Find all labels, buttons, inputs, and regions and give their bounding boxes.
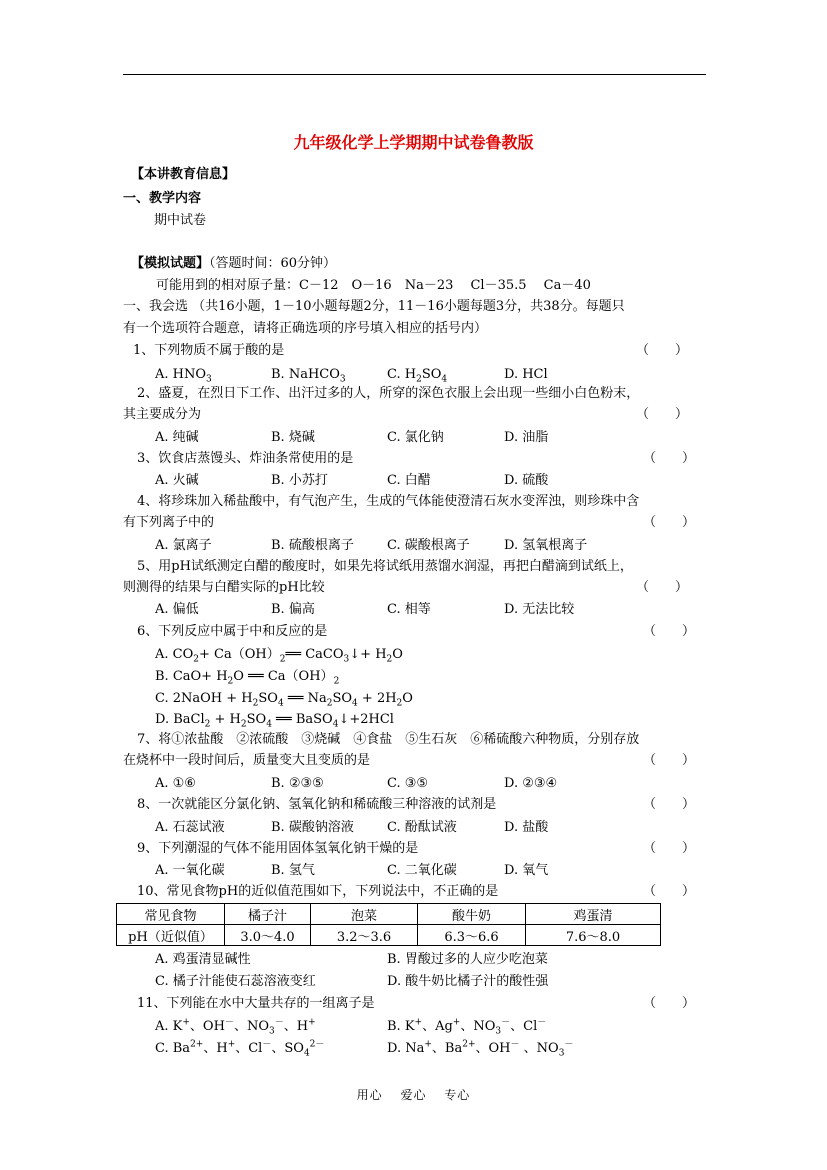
q7-option-c: C. ③⑤ <box>387 776 429 791</box>
page-title: 九年级化学上学期期中试卷鲁教版 <box>293 133 534 152</box>
question-1: 1、下列物质不属于酸的是 <box>133 343 285 358</box>
question-2: 2、盛夏，在烈日下工作、出汗过多的人，所穿的深色衣服上会出现一些细小白色粉末， <box>137 386 640 401</box>
q11-option-b: B. K+、Ag+、$NO_3^-$、Cl－ <box>387 1017 547 1037</box>
question-11: 11、下列能在水中大量共存的一组离子是 <box>137 996 375 1011</box>
q9-option-c: C. 二氧化碳 <box>387 863 457 878</box>
table-cell: 7.6～8.0 <box>526 925 661 946</box>
table-cell: pH（近似值） <box>117 925 225 946</box>
q9-option-a: A. 一氧化碳 <box>155 863 225 878</box>
q5-option-a: A. 偏低 <box>155 602 199 617</box>
q2-option-d: D. 油脂 <box>504 430 549 445</box>
answer-blank-2[interactable]: （ ） <box>636 407 689 422</box>
q9-option-d: D. 氧气 <box>504 863 549 878</box>
q6-option-a: A. $CO_2+$ $Ca(OH)_2══$ CaCO$_3$↓+ $H_2O$ <box>155 647 403 665</box>
q6-option-d: D. BaCl$_2$ + $H_2SO_4$ ══ BaSO$_4$↓+2HCl <box>155 712 394 730</box>
q3-option-d: D. 硫酸 <box>504 473 549 488</box>
table-cell: 6.3～6.6 <box>418 925 526 946</box>
q3-option-a: A. 火碱 <box>155 473 199 488</box>
answer-blank-6[interactable]: （ ） <box>643 624 696 639</box>
q6-option-b: B. $CaO+ H_2O$ ══ $Ca(OH)_2$ <box>155 669 340 687</box>
q2-option-b: B. 烧碱 <box>271 430 315 445</box>
q5-option-d: D. 无法比较 <box>504 602 575 617</box>
q10-option-b: B. 胃酸过多的人应少吃泡菜 <box>387 952 548 967</box>
question-7-cont: 在烧杯中一段时间后，质量变大且变质的是 <box>123 753 371 768</box>
q4-option-b: B. 硫酸根离子 <box>271 538 354 553</box>
q10-option-c: C. 橘子汁能使石蕊溶液变红 <box>155 974 316 989</box>
part1-instructions: 一、我会选 （共16小题，1－10小题每题2分，11－16小题每题3分，共38分。每题只 <box>123 299 625 314</box>
q7-option-b: B. ②③⑤ <box>271 776 324 791</box>
answer-blank-10[interactable]: （ ） <box>643 884 696 899</box>
q11-option-d: D. Na+、$Ba^{2+}$、OH－ 、$NO_3^-$ <box>387 1039 574 1059</box>
question-7: 7、将①浓盐酸 ②浓硫酸 ③烧碱 ④食盐 ⑤生石灰 ⑥稀硫酸六种物质，分别存放 <box>137 732 640 747</box>
info-header: 【本讲教育信息】 <box>131 167 236 182</box>
q2-option-a: A. 纯碱 <box>155 430 199 445</box>
question-6: 6、下列反应中属于中和反应的是 <box>137 624 328 639</box>
q3-option-b: B. 小苏打 <box>271 473 328 488</box>
table-cell: 酸牛奶 <box>418 904 526 925</box>
ph-table <box>116 903 661 946</box>
q7-option-a: A. ①⑥ <box>155 776 196 791</box>
q11-option-c: C. $Ba^{2+}$、H+、Cl－、$SO_4^{2-}$ <box>155 1039 325 1059</box>
q1-option-b: B. NaHCO$_3$ <box>271 367 346 385</box>
question-4-cont: 有下列离子中的 <box>123 515 215 530</box>
table-cell: 泡菜 <box>311 904 418 925</box>
question-2-cont: 其主要成分为 <box>123 407 202 422</box>
table-row <box>117 904 661 925</box>
q1-option-a: A. $HNO_3$ <box>155 367 212 385</box>
q4-option-c: C. 碳酸根离子 <box>387 538 470 553</box>
q3-option-c: C. 白醋 <box>387 473 431 488</box>
q8-option-d: D. 盐酸 <box>504 820 549 835</box>
question-3: 3、饮食店蒸馒头、炸油条常使用的是 <box>137 451 354 466</box>
q7-option-d: D. ②③④ <box>504 776 558 791</box>
q6-option-c: C. 2NaOH + $H_2SO_4$ ══ $Na_2SO_4 + 2H_2O$ <box>155 691 413 709</box>
question-9: 9、下列潮湿的气体不能用固体氢氧化钠干燥的是 <box>137 841 419 856</box>
answer-blank-7[interactable]: （ ） <box>643 753 696 768</box>
header-rule <box>123 74 706 75</box>
answer-blank-8[interactable]: （ ） <box>643 797 696 812</box>
table-row <box>117 925 661 946</box>
answer-blank-11[interactable]: （ ） <box>643 996 696 1011</box>
question-5: 5、用pH试纸测定白醋的酸度时，如果先将试纸用蒸馏水润湿，再把白醋滴到试纸上， <box>137 559 633 574</box>
q5-option-b: B. 偏高 <box>271 602 315 617</box>
question-10: 10、常见食物pH的近似值范围如下，下列说法中，不正确的是 <box>137 884 499 899</box>
q4-option-d: D. 氢氧根离子 <box>504 538 588 553</box>
atomic-masses: 可能用到的相对原子量：C－12 O－16 Na－23 Cl－35.5 Ca－40 <box>156 278 591 293</box>
table-cell: 常见食物 <box>117 904 225 925</box>
q8-option-b: B. 碳酸钠溶液 <box>271 820 354 835</box>
page-footer: 用心 爱心 专心 <box>356 1088 471 1102</box>
table-cell: 橘子汁 <box>225 904 311 925</box>
answer-blank-3[interactable]: （ ） <box>643 451 696 466</box>
q1-option-d: D. HCl <box>504 367 548 382</box>
answer-blank-1[interactable]: （ ） <box>636 343 689 358</box>
answer-blank-9[interactable]: （ ） <box>643 841 696 856</box>
question-8: 8、一次就能区分氯化钠、氢氧化钠和稀硫酸三种溶液的试剂是 <box>137 797 497 812</box>
q10-option-d: D. 酸牛奶比橘子汁的酸性强 <box>387 974 549 989</box>
part1-instructions-cont: 有一个选项符合题意，请将正确选项的序号填入相应的括号内） <box>123 321 488 336</box>
section-teaching-content: 一、教学内容 <box>123 191 202 206</box>
q2-option-c: C. 氯化钠 <box>387 430 444 445</box>
answer-blank-4[interactable]: （ ） <box>643 515 696 530</box>
q8-option-a: A. 石蕊试液 <box>155 820 225 835</box>
q8-option-c: C. 酚酞试液 <box>387 820 457 835</box>
question-4: 4、将珍珠加入稀盐酸中，有气泡产生，生成的气体能使澄清石灰水变浑浊，则珍珠中含 <box>137 494 640 509</box>
q5-option-c: C. 相等 <box>387 602 431 617</box>
table-cell: 鸡蛋清 <box>526 904 661 925</box>
q11-option-a: A. K+、OH－、$NO_3^-$、H+ <box>155 1017 316 1037</box>
mock-test-header: 【模拟试题】（答题时间：60分钟） <box>131 256 337 271</box>
q9-option-b: B. 氢气 <box>271 863 315 878</box>
answer-blank-5[interactable]: （ ） <box>636 580 689 595</box>
section-body: 期中试卷 <box>154 213 207 228</box>
table-cell: 3.0～4.0 <box>225 925 311 946</box>
table-cell: 3.2～3.6 <box>311 925 418 946</box>
q10-option-a: A. 鸡蛋清显碱性 <box>155 952 251 967</box>
question-5-cont: 则测得的结果与白醋实际的pH比较 <box>123 580 325 595</box>
q4-option-a: A. 氯离子 <box>155 538 212 553</box>
q1-option-c: C. $H_2SO_4$ <box>387 367 448 385</box>
